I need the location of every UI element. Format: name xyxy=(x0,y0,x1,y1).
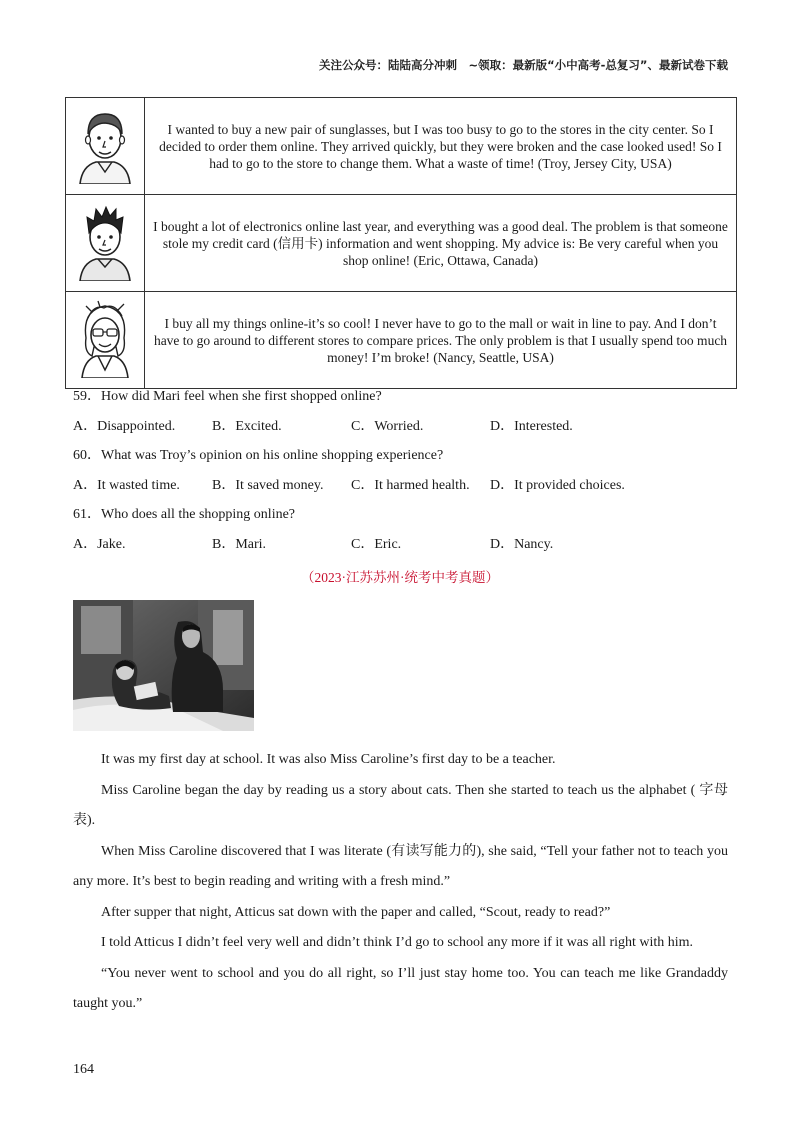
passage-paragraph: After supper that night, Atticus sat down with the paper and called, “Scout, ready to read?” xyxy=(101,904,611,920)
boy-spiky-hair-portrait-icon xyxy=(74,201,136,281)
testimonial-row xyxy=(66,292,737,389)
option-b: B．It saved money. xyxy=(212,478,324,493)
question-stem: 61．Who does all the shopping online? xyxy=(73,507,296,522)
option-b: B．Excited. xyxy=(212,419,282,434)
options-row xyxy=(73,475,733,504)
option-d: D．Nancy. xyxy=(490,537,554,552)
testimonials-table xyxy=(65,97,737,389)
passage-paragraph: It was my first day at school. It was also Miss Caroline’s first day to be a teacher. xyxy=(101,752,556,767)
questions-section xyxy=(73,386,733,563)
testimonial-row xyxy=(66,195,737,292)
option-c: C．Worried. xyxy=(351,419,424,434)
question-block xyxy=(73,386,733,445)
question-stem: 60．What was Troy’s opinion on his online shopping experience? xyxy=(73,448,444,463)
woman-glasses-portrait-icon xyxy=(74,298,136,378)
question-block xyxy=(73,504,733,563)
testimonial-text: I wanted to buy a new pair of sunglasses, but I was too busy to go to the stores in the city center. So I decided to order them online. They arrived quickly, but they were broken and the case looked used! So I had to go to the store to change them. What a waste of time! (Troy, Jersey City, USA) xyxy=(145,98,737,195)
passage-paragraph: “You never went to school and you do all right, so I’ll just stay home too. You can teach me like Grandaddy taught you.” xyxy=(73,965,728,1011)
page-number: 164 xyxy=(73,1062,94,1077)
testimonial-text: I buy all my things online-it’s so cool! I never have to go to the mall or wait in line to pay. And I don’t have to go around to different stores to compare prices. The only problem is that I usually spend too much money! I’m broke! (Nancy, Seattle, USA) xyxy=(145,292,737,389)
option-b: B．Mari. xyxy=(212,537,267,552)
option-a: A．It wasted time. xyxy=(73,478,180,493)
testimonial-row xyxy=(66,98,737,195)
option-c: C．It harmed health. xyxy=(351,478,470,493)
film-still-photo xyxy=(73,600,254,731)
source-label: （2023·江苏苏州·统考中考真题） xyxy=(301,570,499,585)
testimonial-text: I bought a lot of electronics online last year, and everything was a good deal. The problem is that someone stole my credit card (信用卡) information and went shopping. My advice is: Be very careful when you shop online! (Eric, Ottawa, Canada) xyxy=(145,195,737,292)
passage-paragraph: When Miss Caroline discovered that I was literate (有读写能力的), she said, “Tell your father not to teach you any more. It’s best to begin reading and writing with a fresh mind.” xyxy=(73,843,728,889)
option-a: A．Jake. xyxy=(73,537,126,552)
options-row xyxy=(73,534,733,563)
question-block xyxy=(73,445,733,504)
reading-passage xyxy=(73,745,728,1020)
option-d: D．It provided choices. xyxy=(490,478,625,493)
boy-short-hair-portrait-icon xyxy=(74,104,136,184)
options-row xyxy=(73,416,733,445)
passage-paragraph: I told Atticus I didn’t feel very well and didn’t think I’d go to school any more if it was all right with him. xyxy=(101,935,694,950)
question-stem: 59．How did Mari feel when she first shopped online? xyxy=(73,389,382,404)
avatar-cell xyxy=(66,195,145,292)
page-header: 关注公众号：陆陆高分冲刺 ~领取：最新版“小中高考-总复习”、最新试卷下载 xyxy=(318,58,728,72)
passage-paragraph: Miss Caroline began the day by reading us a story about cats. Then she started to teach us the alphabet ( 字母表). xyxy=(73,782,728,828)
option-a: A．Disappointed. xyxy=(73,419,176,434)
option-c: C．Eric. xyxy=(351,537,402,552)
avatar-cell xyxy=(66,98,145,195)
avatar-cell xyxy=(66,292,145,389)
option-d: D．Interested. xyxy=(490,419,573,434)
